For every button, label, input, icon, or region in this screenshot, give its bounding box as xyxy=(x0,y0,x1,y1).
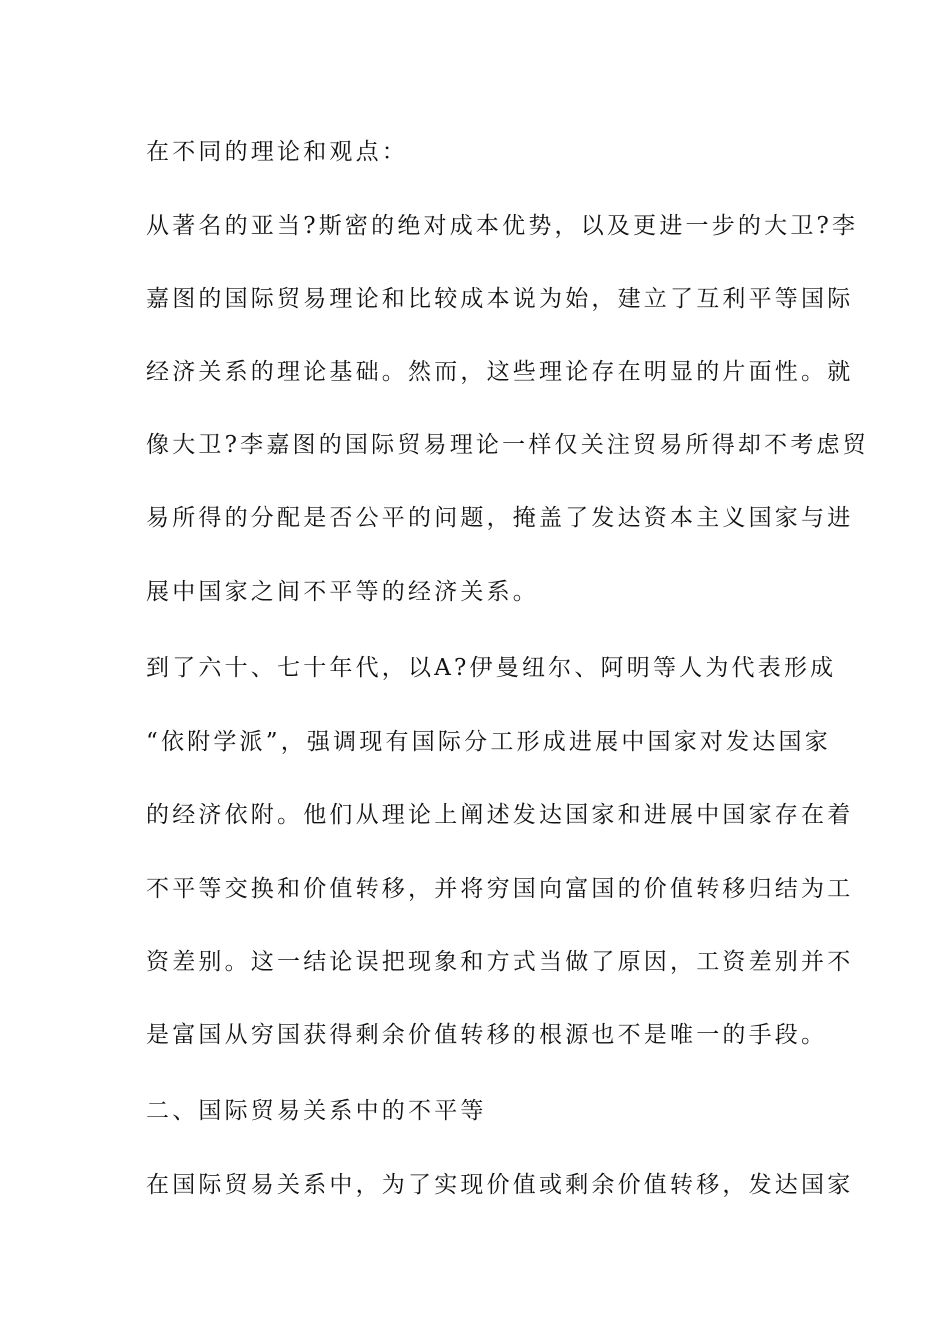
text-line-relations: 展中国家之间不平等的经济关系。 xyxy=(146,579,539,605)
text-line-foundation: 经济关系的理论基础。然而，这些理论存在明显的片面性。就 xyxy=(146,359,854,385)
text-line-trade-gains: 像大卫?李嘉图的国际贸易理论一样仅关注贸易所得却不考虑贸 xyxy=(146,432,869,458)
text-line-root-cause: 是富国从穷国获得剩余价值转移的根源也不是唯一的手段。 xyxy=(146,1022,828,1048)
text-line-ricardo: 嘉图的国际贸易理论和比较成本说为始，建立了互利平等国际 xyxy=(146,286,854,312)
text-line-trade-relations: 在国际贸易关系中，为了实现价值或剩余价值转移，发达国家 xyxy=(146,1172,854,1198)
text-line-sixties: 到了六十、七十年代，以A?伊曼纽尔、阿明等人为代表形成 xyxy=(146,655,837,681)
text-line-unequal-exchange: 不平等交换和价值转移，并将穷国向富国的价值转移归结为工 xyxy=(146,876,854,902)
text-line-wage-difference: 资差别。这一结论误把现象和方式当做了原因，工资差别并不 xyxy=(146,949,854,975)
text-line-smith: 从著名的亚当?斯密的绝对成本优势，以及更进一步的大卫?李 xyxy=(146,213,859,239)
text-line-dependency-school: “依附学派”，强调现有国际分工形成进展中国家对发达国家 xyxy=(146,729,831,755)
section-heading: 二、国际贸易关系中的不平等 xyxy=(146,1098,487,1124)
text-line-dependency: 的经济依附。他们从理论上阐述发达国家和进展中国家存在着 xyxy=(146,802,854,828)
text-line-intro: 在不同的理论和观点： xyxy=(146,139,408,165)
text-line-distribution: 易所得的分配是否公平的问题，掩盖了发达资本主义国家与进 xyxy=(146,505,854,531)
